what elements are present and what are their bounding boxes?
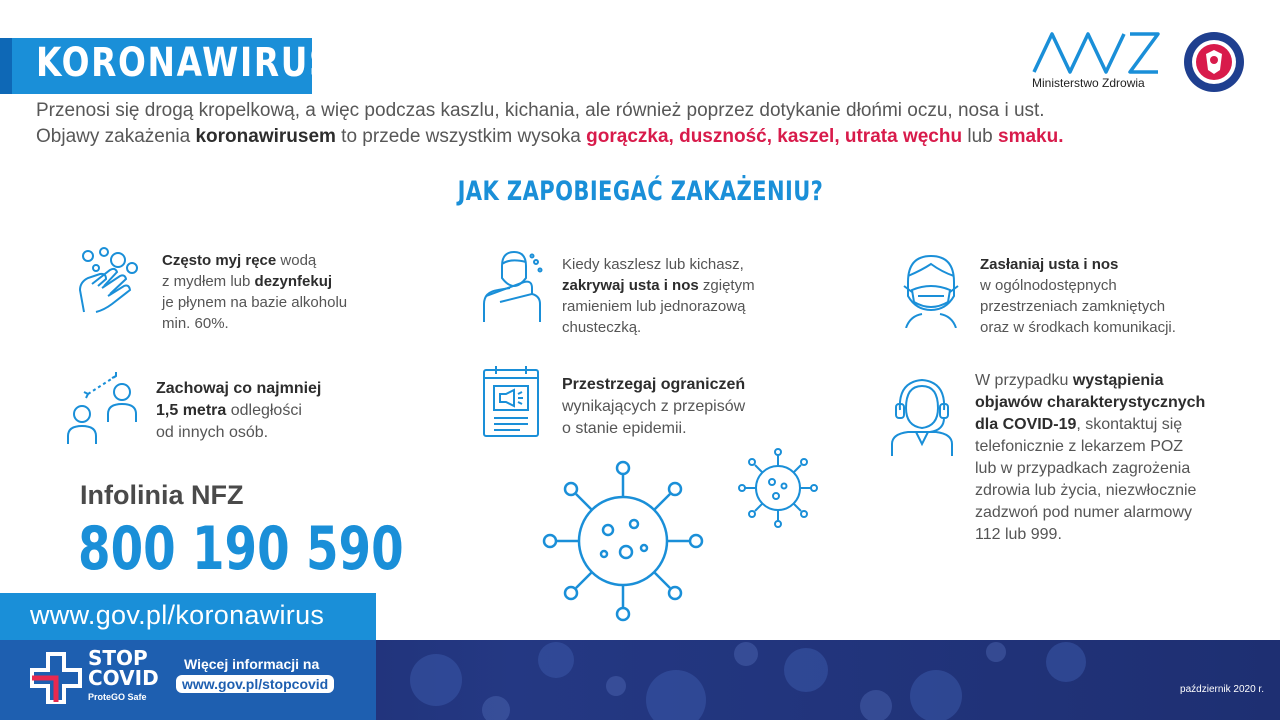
- footer-band: [0, 640, 1280, 720]
- intro-text-fragment: to przede wszystkim wysoka: [335, 126, 587, 147]
- tip-line: [162, 271, 347, 292]
- tip-line: je płynem na bazie alkoholu: [162, 294, 348, 311]
- more-info-label: Więcej informacji na: [184, 656, 320, 672]
- stopcovid-link[interactable]: www.gov.pl/stopcovid: [176, 675, 334, 693]
- ministry-logo-text: Ministerstwo Zdrowia: [1032, 76, 1145, 90]
- tip-line: telefonicznie z lekarzem POZ: [975, 438, 1184, 455]
- regulations-board-icon: [482, 364, 540, 438]
- tip-text: W przypadku: [975, 372, 1073, 389]
- tip-bold: zakrywaj usta i nos: [562, 277, 699, 294]
- virus-background-icon: [376, 640, 1280, 720]
- tip-cover-mouth-nose: [980, 254, 1176, 338]
- intro-text-fragment: lub: [962, 126, 998, 147]
- tip-line: [562, 275, 755, 296]
- tip-line: zdrowia lub życia, niezwłocznie: [975, 482, 1197, 499]
- hand-washing-icon: [74, 246, 142, 318]
- tip-text: , skontaktuj się: [1076, 416, 1183, 433]
- face-mask-icon: [898, 252, 964, 328]
- title-banner: [0, 38, 335, 94]
- intro-text-fragment: Objawy zakażenia: [36, 126, 196, 147]
- intro-line-1: Przenosi się drogą kropelkową, a więc podczas kaszlu, kichania, ale również poprzez dotykanie dłońmi oczu, nosa i ust.: [36, 100, 1045, 121]
- hotline-number[interactable]: 800 190 590: [78, 514, 404, 584]
- tip-line: od innych osób.: [156, 424, 269, 441]
- tip-text: z mydłem lub: [162, 273, 255, 290]
- tip-line: Przestrzegaj ograniczeń: [562, 376, 746, 393]
- intro-symptom-taste: smaku.: [998, 126, 1064, 147]
- tip-line: oraz w środkach komunikacji.: [980, 319, 1176, 336]
- tip-line: chusteczką.: [562, 319, 642, 336]
- tip-line: lub w przypadkach zagrożenia: [975, 460, 1191, 477]
- tip-line: [162, 250, 347, 271]
- section-heading-text: JAK ZAPOBIEGAĆ ZAKAŻENIU?: [457, 176, 823, 207]
- tip-line: przestrzeniach zamkniętych: [980, 298, 1166, 315]
- tip-text: zgiętym: [698, 277, 755, 294]
- tip-line: [156, 400, 321, 422]
- tip-line: o stanie epidemii.: [562, 420, 687, 437]
- intro-bold-coronavirus: koronawirusem: [195, 126, 336, 147]
- virus-large-icon: [534, 452, 712, 630]
- tip-keep-distance: [156, 378, 321, 444]
- tip-bold: Często myj ręce: [162, 252, 277, 269]
- tip-follow-restrictions: [562, 374, 745, 440]
- section-heading: [0, 176, 1280, 207]
- tip-line: Zachowaj co najmniej: [156, 380, 322, 397]
- intro-symptoms: gorączka, duszność, kaszel, utrata węchu: [586, 126, 963, 147]
- cough-elbow-icon: [480, 248, 546, 324]
- tip-line: [975, 370, 1205, 392]
- tip-contact-doctor: [975, 370, 1205, 546]
- stop-covid-wordmark: [88, 648, 159, 688]
- publication-date: październik 2020 r.: [1180, 684, 1264, 695]
- stop-covid-line: COVID: [88, 666, 159, 690]
- tip-wash-hands: [162, 250, 347, 334]
- stop-covid-line: STOP: [88, 646, 148, 670]
- tip-line: w ogólnodostępnych: [980, 277, 1117, 294]
- tip-line: 112 lub 999.: [975, 526, 1062, 543]
- call-center-icon: [890, 378, 954, 456]
- tip-line: wynikających z przepisów: [562, 398, 746, 415]
- stop-covid-panel: [0, 640, 376, 720]
- intro-line-2: [36, 124, 1156, 150]
- tip-line: Zasłaniaj usta i nos: [980, 256, 1119, 273]
- website-url[interactable]: www.gov.pl/koronawirus: [30, 600, 325, 630]
- tip-line: ramieniem lub jednorazową: [562, 298, 746, 315]
- social-distance-icon: [64, 364, 142, 444]
- tip-bold: dezynfekuj: [254, 273, 333, 290]
- tip-line: Kiedy kaszlesz lub kichasz,: [562, 256, 744, 273]
- tip-line: objawów charakterystycznych: [975, 394, 1206, 411]
- tip-bold: 1,5 metra: [156, 402, 227, 419]
- stop-covid-logo-icon: [30, 652, 82, 704]
- tip-bold: dla COVID-19: [975, 416, 1077, 433]
- virus-small-icon: [734, 444, 822, 532]
- tip-line: [975, 414, 1205, 436]
- title-stripe: [0, 38, 12, 94]
- website-banner[interactable]: [0, 593, 376, 640]
- tip-bold: wystąpienia: [1072, 372, 1164, 389]
- page-title: KORONAWIRUS: [36, 40, 335, 86]
- sanitary-seal-icon: [1182, 30, 1246, 94]
- tip-text: wodą: [276, 252, 317, 269]
- hotline-label: Infolinia NFZ: [80, 480, 244, 510]
- tip-text: odległości: [226, 402, 302, 419]
- tip-line: zadzwoń pod numer alarmowy: [975, 504, 1192, 521]
- tip-line: min. 60%.: [162, 315, 229, 332]
- intro-text: [36, 98, 1156, 150]
- protego-label: ProteGO Safe: [88, 692, 147, 702]
- tip-cover-cough: [562, 254, 755, 338]
